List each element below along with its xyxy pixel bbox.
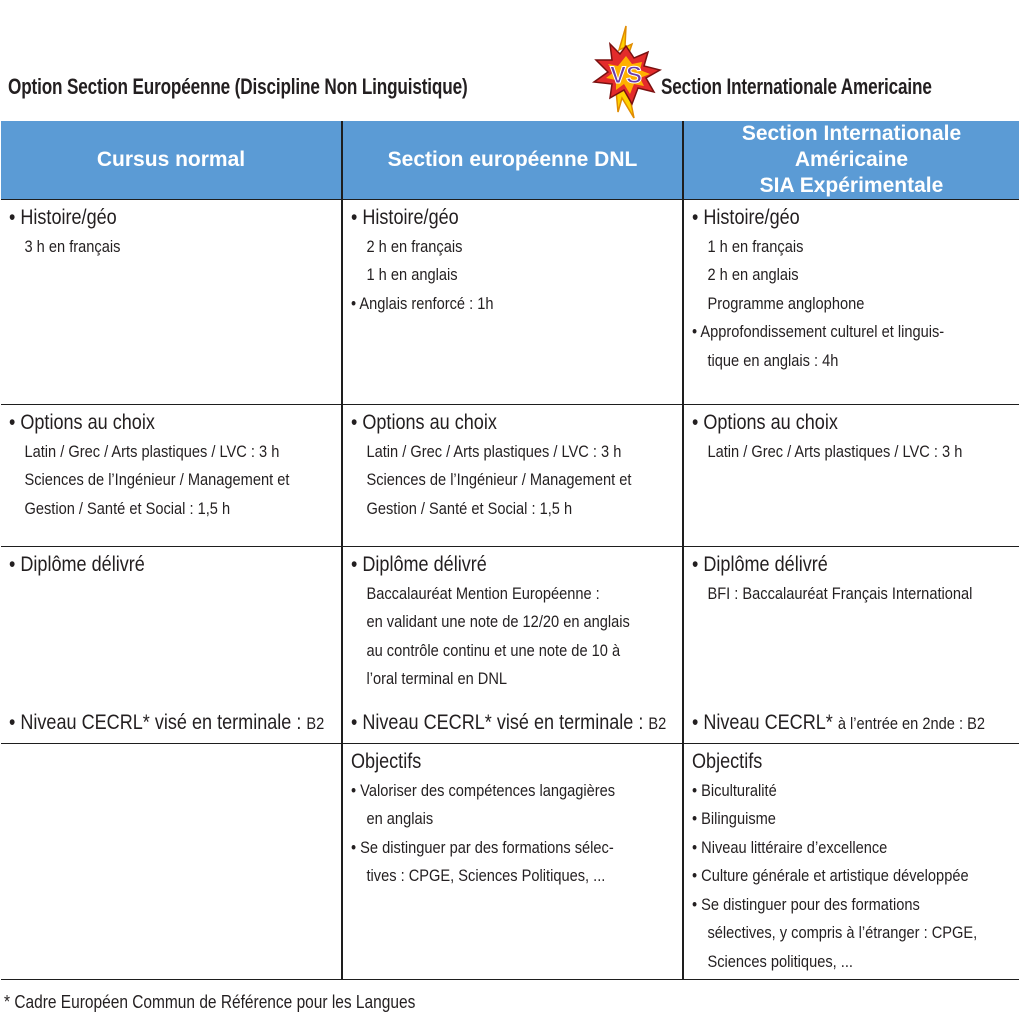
- cell-text: Gestion / Santé et Social : 1,5 h: [366, 498, 573, 518]
- cell-text: • Diplôme délivré: [351, 553, 487, 576]
- cell-text: Objectifs: [692, 750, 763, 773]
- title-right: Section Internationale Americaine: [661, 74, 932, 99]
- cell-text: Latin / Grec / Arts plastiques / LVC : 3 h: [366, 441, 622, 461]
- footnote: * Cadre Européen Commun de Référence pour les Langues: [4, 992, 416, 1012]
- cell-text: • Options au choix: [9, 411, 155, 434]
- cell-dnl-histoire: [342, 200, 683, 405]
- cell-text: • Culture générale et artistique développée: [692, 866, 969, 885]
- cell-cursus-objectifs: [1, 744, 342, 980]
- cell-text: Sciences politiques, ...: [707, 951, 853, 971]
- cell-text: l’oral terminal en DNL: [366, 669, 508, 688]
- cell-sia-histoire: [683, 200, 1019, 405]
- niveau-cecrl-text: • Niveau CECRL* visé en terminale : B2: [351, 711, 667, 734]
- cell-text: • Diplôme délivré: [692, 553, 828, 576]
- cell-text: tique en anglais : 4h: [707, 350, 839, 370]
- table-row-histoire-geo: [1, 200, 1019, 405]
- cell-text: Gestion / Santé et Social : 1,5 h: [24, 498, 231, 518]
- cell-sia-objectifs: [683, 744, 1019, 980]
- cell-text: 3 h en français: [24, 236, 121, 256]
- cell-text: en validant une note de 12/20 en anglais: [366, 612, 630, 631]
- col-header-cursus-normal: Cursus normal: [1, 121, 342, 200]
- cell-text: 1 h en anglais: [366, 265, 458, 284]
- cell-text: • Se distinguer par des formations sélec-: [351, 837, 614, 857]
- cell-text: • Options au choix: [351, 411, 497, 434]
- page-header: [0, 0, 1021, 120]
- table-row-objectifs: [1, 744, 1019, 980]
- cell-text: • Histoire/géo: [9, 206, 117, 229]
- cell-text: • Histoire/géo: [351, 206, 459, 229]
- cell-text: 1 h en français: [707, 236, 804, 256]
- cell-cursus-options: [1, 405, 342, 547]
- cell-text: en anglais: [366, 809, 434, 828]
- cell-text: • Biculturalité: [692, 780, 777, 800]
- cell-text: 2 h en anglais: [707, 265, 799, 284]
- niveau-cecrl-text: • Niveau CECRL* à l’entrée en 2nde : B2: [692, 711, 985, 734]
- cell-text: 2 h en français: [366, 236, 463, 256]
- cell-text: • Approfondissement culturel et linguis-: [692, 322, 945, 341]
- cell-text: sélectives, y compris à l’étranger : CPGE,: [707, 923, 978, 942]
- cell-text: • Histoire/géo: [692, 206, 800, 229]
- cell-text: tives : CPGE, Sciences Politiques, ...: [366, 866, 606, 885]
- cell-sia-diplome: [683, 547, 1019, 744]
- cell-text: BFI : Baccalauréat Français International: [707, 583, 973, 603]
- vs-badge-icon: [588, 24, 664, 120]
- comparison-table: [1, 121, 1019, 980]
- cell-text: • Diplôme délivré: [9, 553, 145, 576]
- cell-dnl-options: [342, 405, 683, 547]
- cell-text: Latin / Grec / Arts plastiques / LVC : 3 h: [24, 441, 280, 461]
- cell-text: • Valoriser des compétences langagières: [351, 780, 616, 800]
- cell-text: • Options au choix: [692, 411, 838, 434]
- niveau-cecrl-text: • Niveau CECRL* visé en terminale : B2: [9, 711, 325, 734]
- cell-dnl-diplome: [342, 547, 683, 744]
- cell-text: • Niveau littéraire d’excellence: [692, 837, 888, 857]
- cell-cursus-diplome: [1, 547, 342, 744]
- table-row-options: [1, 405, 1019, 547]
- cell-text: Baccalauréat Mention Européenne :: [366, 583, 600, 603]
- cell-text: • Bilinguisme: [692, 809, 776, 828]
- col-header-section-europeenne: Section européenne DNL: [342, 121, 683, 200]
- vs-label: VS: [609, 62, 643, 89]
- table-row-diplome: [1, 547, 1019, 744]
- cell-text: au contrôle continu et une note de 10 à: [366, 640, 621, 660]
- cell-sia-options: [683, 405, 1019, 547]
- cell-text: • Anglais renforcé : 1h: [351, 293, 494, 313]
- title-left: Option Section Européenne (Discipline Non Linguistique): [8, 74, 468, 99]
- col-header-section-internationale: Section Internationale Américaine SIA Expérimentale: [683, 121, 1019, 200]
- cell-text: Sciences de l’Ingénieur / Management et: [24, 470, 290, 489]
- cell-dnl-objectifs: [342, 744, 683, 980]
- cell-text: Programme anglophone: [707, 293, 865, 313]
- cell-text: Latin / Grec / Arts plastiques / LVC : 3 h: [707, 441, 963, 461]
- cell-cursus-histoire: [1, 200, 342, 405]
- cell-text: • Se distinguer pour des formations: [692, 894, 920, 914]
- table-header-row: [1, 121, 1019, 200]
- cell-text: Sciences de l’Ingénieur / Management et: [366, 470, 632, 489]
- cell-text: Objectifs: [351, 750, 422, 773]
